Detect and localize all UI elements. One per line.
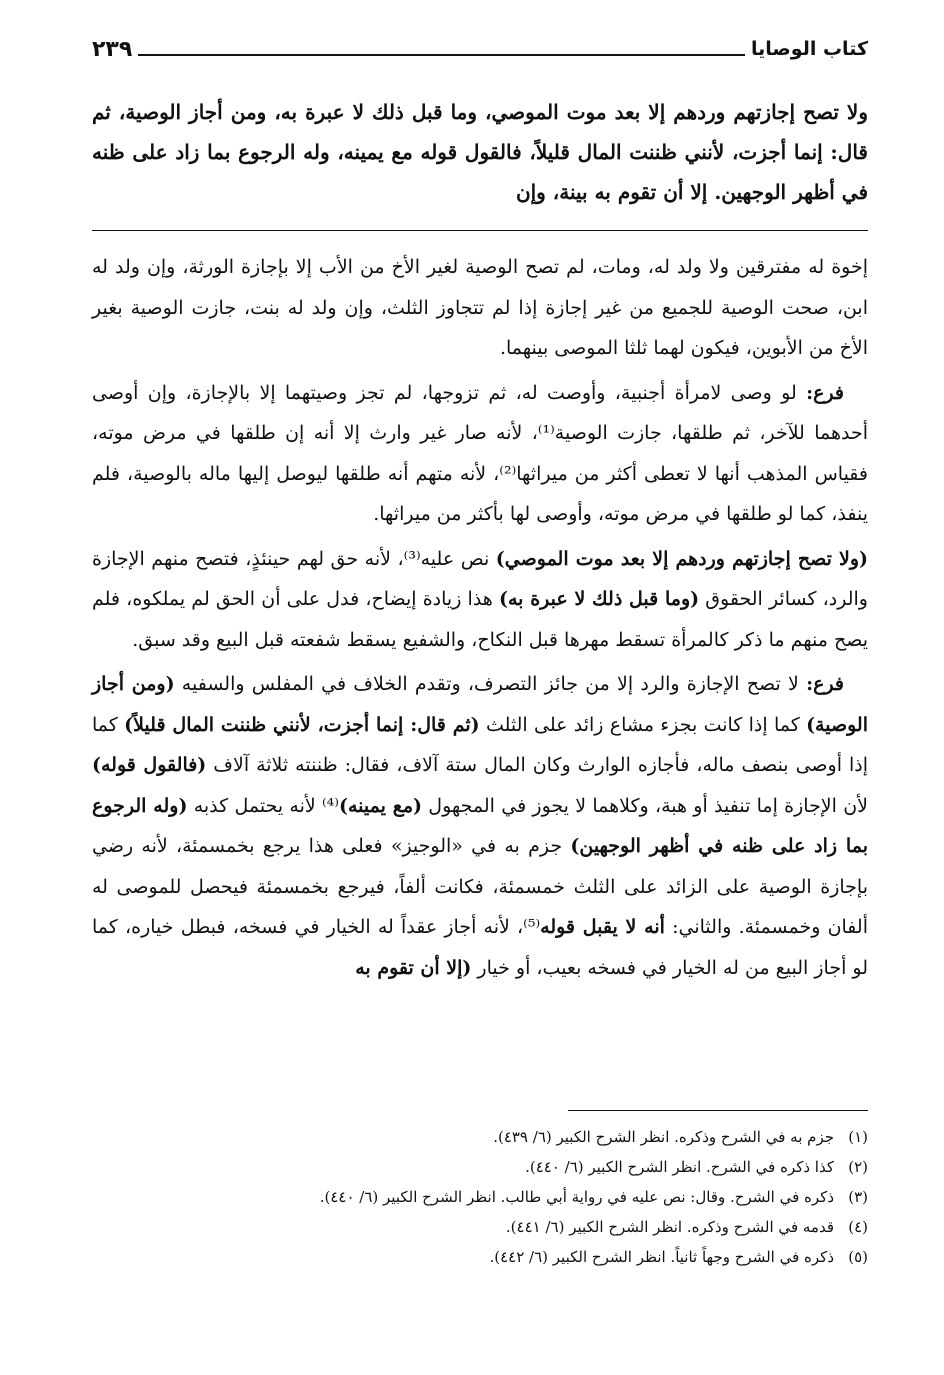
paragraph-text: هذا زيادة إيضاح، فدل على أن الحق لم يملكوه، فلم يصح منهم ما ذكر كالمرأة تسقط مهرها قبل النكاح، والشفيع يسقط شفعته قبل البيع وقد سبق. [92,588,868,651]
commentary-paragraph [92,539,868,661]
book-title: كتاب الوصايا [751,38,868,60]
book-page [92,28,868,1348]
quoted-matn: (مع يمينه) [338,794,422,817]
quoted-matn: (ثم قال: إنما أجزت، لأنني ظننت المال قليلاً) [124,713,480,736]
commentary [92,247,868,988]
quoted-matn: (وله الرجوع بما زاد على ظنه في أظهر الوجهين) [92,794,868,857]
footnote-text: قدمه في الشرح وذكره. انظر الشرح الكبير (٦/ ٤٤١). [505,1218,834,1236]
paragraph-text: لأن الإجازة إما تنفيذ أو هبة، وكلاهما لا يجوز في المجهول [422,794,868,817]
paragraph-text: نص عليه⁽³⁾، لأنه حق لهم حينئذٍ، فتصح منهم الإجازة والرد، كسائر الحقوق [92,547,868,610]
paragraph-text: ⁽⁵⁾، لأنه أجاز عقداً له الخيار في فسخه، فبطل خياره، كما لو أجاز البيع من له الخيار في فسخه بعيب، أو خيار [92,916,868,979]
paragraph-text: ⁽⁴⁾ لأنه يحتمل كذبه [187,794,339,817]
paragraph-text: لا تصح الإجازة والرد إلا من جائز التصرف، وتقدم الخلاف في المفلس والسفيه [174,673,807,695]
branch-label: فرع: [806,381,844,404]
commentary-paragraph [92,664,868,988]
paragraph-text: كما إذا كانت بجزء مشاع زائد على الثلث [479,713,807,736]
section-divider [92,230,868,231]
footnote [92,1212,868,1242]
commentary-paragraph [92,373,868,535]
footnotes [92,1122,868,1272]
footnote-text: ذكره في الشرح. وقال: نص عليه في رواية أبي طالب. انظر الشرح الكبير (٦/ ٤٤٠). [319,1188,834,1206]
footnote-text: ذكره في الشرح وجهاً ثانياً. انظر الشرح الكبير (٦/ ٤٤٢). [489,1248,834,1266]
footnote-number: (٥) [848,1248,868,1266]
footnote-number: (٣) [848,1188,868,1206]
footnote-rule [568,1110,868,1111]
paragraph-text: كما إذا أوصى بنصف ماله، فأجازه الوارث وكان المال ستة آلاف، فقال: ظننته ثلاثة آلاف [92,713,868,776]
page-number: ٢٣٩ [92,36,133,62]
footnote [92,1182,868,1212]
branch-label: فرع: [806,673,844,695]
quoted-matn: (إلا أن تقوم به [355,956,472,979]
footnote-number: (٤) [848,1218,868,1236]
footnote-text: كذا ذكره في الشرح. انظر الشرح الكبير (٦/ ٤٤٠). [525,1158,834,1176]
quoted-matn: (ولا تصح إجازتهم وردهم إلا بعد موت الموصي) [495,547,868,570]
paragraph-text: لو وصى لامرأة أجنبية، وأوصت له، ثم تزوجها، لم تجز وصيتهما إلا بالإجازة، وإن أوصى أحدهما للآخر، ثم طلقها، جازت الوصية⁽¹⁾، لأنه صار غير وارث إلا أنه إن طلقها في مرض موته، فقياس المذهب أنها لا تعطى أكثر من ميراثها⁽²⁾، لأنه متهم أنه طلقها ليوصل إليها ماله بالوصية، فلم ينفذ، كما لو طلقها في مرض موته، وأوصى لها بأكثر من ميراثها. [92,381,868,525]
quoted-matn: (وما قبل ذلك لا عبرة به) [498,588,700,610]
quoted-matn: (فالقول قوله) [92,754,207,776]
footnote-number: (٢) [848,1158,868,1176]
footnote [92,1122,868,1152]
paragraph-text: جزم به في «الوجيز» فعلى هذا يرجع بخمسمئة، لأنه رضي بإجازة الوصية على الزائد على الثلث خمسمئة، فكانت ألفاً، فيرجع بخمسمئة فيحصل للموصى له ألفان وخمسمئة. والثاني: [92,835,868,938]
footnote-number: (١) [848,1128,868,1146]
base-text: ولا تصح إجازتهم وردهم إلا بعد موت الموصي، وما قبل ذلك لا عبرة به، ومن أجاز الوصية، ثم قال: إنما أجزت، لأنني ظننت المال قليلاً، فالقول قوله مع يمينه، وله الرجوع بما زاد على ظنه في أظهر الوجهين. إلا أن تقوم به بينة، وإن [92,100,868,204]
footnote [92,1152,868,1182]
footnote-text: جزم به في الشرح وذكره. انظر الشرح الكبير (٦/ ٤٣٩). [493,1128,834,1146]
quoted-matn: أنه لا يقبل قوله [540,916,665,938]
header-rule [138,54,745,56]
quoted-matn: (ومن أجاز الوصية) [92,673,868,736]
commentary-paragraph: إخوة له مفترقين ولا ولد له، ومات، لم تصح الوصية لغير الأخ من الأب إلا بإجازة الورثة، وإن ولد له ابن، صحت الوصية للجميع من غير إجازة إذا لم تتجاوز الثلث، وإن ولد له بنت، جازت الوصية بغير الأخ من الأبوين، فيكون لهما ثلثا الموصى بينهما. [92,256,868,359]
footnote [92,1242,868,1272]
running-header [92,28,868,70]
